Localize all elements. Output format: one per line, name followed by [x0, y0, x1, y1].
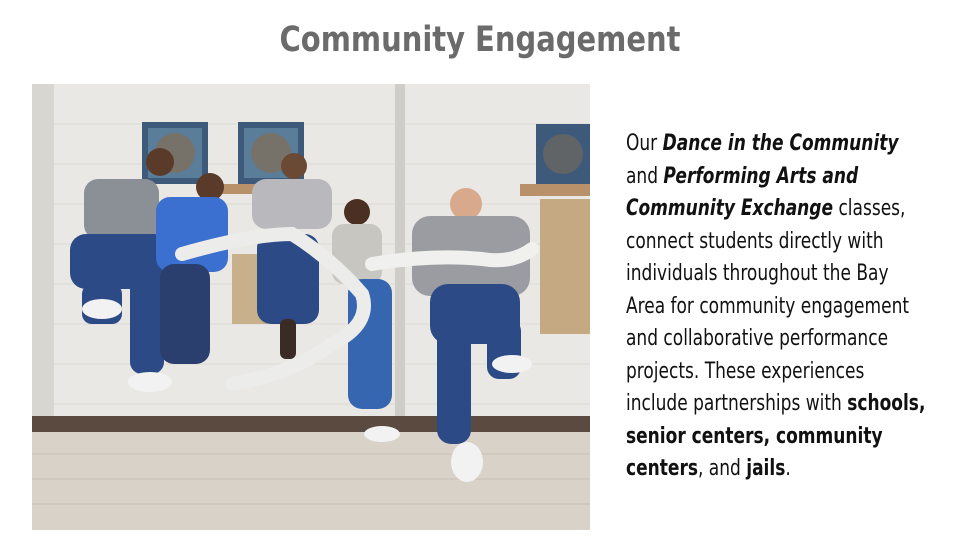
text-and-2: , and	[697, 456, 747, 481]
course-performing-arts: Performing Arts and Community Exchange	[626, 163, 859, 221]
text-body: classes, connect students directly with individuals throughout the Bay Area for community engagement and collaborative performance projects. These experiences include partnerships with	[626, 196, 910, 416]
text-and: and	[626, 163, 664, 189]
slide-title: Community Engagement	[279, 20, 681, 60]
description-paragraph	[626, 128, 931, 486]
partners-list: schools, senior centers, community centers	[626, 391, 926, 481]
text-intro: Our	[626, 131, 663, 156]
text-period: .	[785, 456, 791, 481]
dance-photo	[32, 84, 590, 530]
dance-photo-illustration	[32, 84, 590, 530]
partner-jails: jails	[746, 456, 786, 481]
course-dance-in-the-community: Dance in the Community	[662, 131, 899, 156]
